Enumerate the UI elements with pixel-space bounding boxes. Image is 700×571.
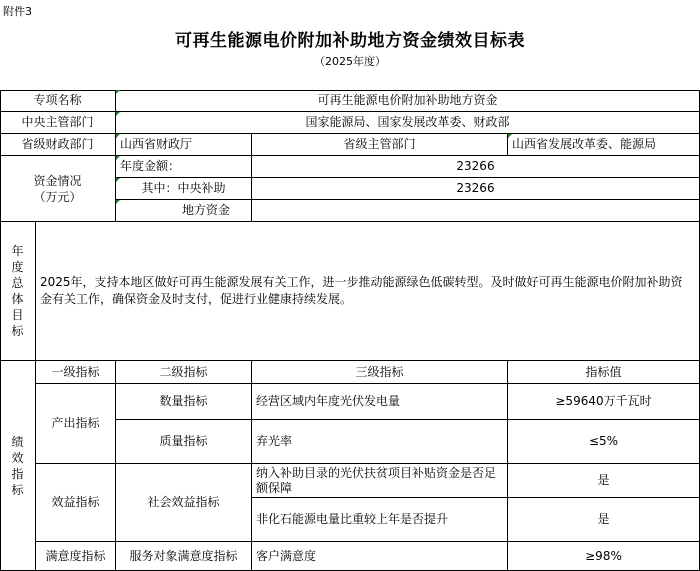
annual-goal-label-char: 体: [11, 292, 24, 306]
provincial-dept-label: 省级主管部门: [252, 134, 508, 156]
project-name-label: 专项名称: [0, 90, 116, 112]
local-funds-label: 地方资金: [116, 200, 252, 222]
curtailment-value: ≤5%: [508, 420, 700, 464]
annual-goal-label-char: 目: [11, 308, 24, 322]
non-fossil-share-value: 是: [508, 498, 700, 542]
effect-indicator-label: 效益指标: [36, 464, 116, 542]
year-subtitle: （2025年度）: [314, 55, 386, 68]
annual-goal-label-char: 年: [11, 244, 24, 258]
annual-goal-label-char: 标: [11, 324, 24, 338]
annual-goal-text: 2025年，支持本地区做好可再生能源发展有关工作，进一步推动能源绿色低碳转型。及时做好可再生能源电价附加补助资金有关工作，确保资金及时支付，促进行业健康持续发展。: [36, 222, 700, 361]
central-dept-label: 中央主管部门: [0, 112, 116, 134]
provincial-dept-value: 山西省发展改革委、能源局: [508, 134, 700, 156]
provincial-finance-value: 山西省财政厅: [116, 134, 252, 156]
project-name-value: 可再生能源电价附加补助地方资金: [116, 90, 700, 112]
curtailment-indicator: 弃光率: [252, 420, 508, 464]
non-fossil-share-indicator: 非化石能源电量比重较上年是否提升: [252, 498, 508, 542]
customer-satisfaction-indicator: 客户满意度: [252, 542, 508, 571]
quantity-indicator: 数量指标: [116, 384, 252, 420]
output-indicator-label: 产出指标: [36, 384, 116, 464]
performance-label-char: 效: [11, 450, 24, 465]
provincial-finance-label: 省级财政部门: [0, 134, 116, 156]
customer-satisfaction-value: ≥98%: [508, 542, 700, 571]
subsidy-guarantee-indicator: 纳入补助目录的光伏扶贫项目补贴资金是否足额保障: [252, 464, 508, 498]
performance-label-char: 标: [11, 482, 24, 497]
funding-label: [0, 156, 116, 222]
service-satisfaction-indicator: 服务对象满意度指标: [116, 542, 252, 571]
local-funds-value: [252, 200, 700, 222]
social-effect-indicator: 社会效益指标: [116, 464, 252, 542]
header-level1: 一级指标: [36, 361, 116, 384]
central-subsidy-value: 23266: [252, 178, 700, 200]
header-value: 指标值: [508, 361, 700, 384]
annual-goal-label-char: 度: [11, 260, 24, 274]
central-dept-value: 国家能源局、国家发展改革委、财政部: [116, 112, 700, 134]
central-subsidy-label: 其中：中央补助: [116, 178, 252, 200]
annual-amount-value: 23266: [252, 156, 700, 178]
annual-goal-label-char: 总: [11, 276, 24, 290]
performance-table: [0, 90, 700, 571]
page-title: 可再生能源电价附加补助地方资金绩效目标表: [175, 31, 525, 51]
annual-goal-label: [0, 222, 36, 361]
quality-indicator: 质量指标: [116, 420, 252, 464]
performance-label-char: 指: [11, 466, 24, 481]
subsidy-guarantee-value: 是: [508, 464, 700, 498]
header-level2: 二级指标: [116, 361, 252, 384]
annual-amount-label: 年度金额：: [116, 156, 252, 178]
header-level3: 三级指标: [252, 361, 508, 384]
performance-label-char: 绩: [11, 434, 24, 449]
funding-label-line2: （万元）: [33, 189, 82, 204]
satisfaction-indicator-label: 满意度指标: [36, 542, 116, 571]
funding-label-line1: 资金情况: [33, 173, 82, 188]
attachment-label: 附件3: [3, 5, 32, 18]
pv-generation-value: ≥59640万千瓦时: [508, 384, 700, 420]
pv-generation-indicator: 经营区域内年度光伏发电量: [252, 384, 508, 420]
performance-label: [0, 361, 36, 571]
